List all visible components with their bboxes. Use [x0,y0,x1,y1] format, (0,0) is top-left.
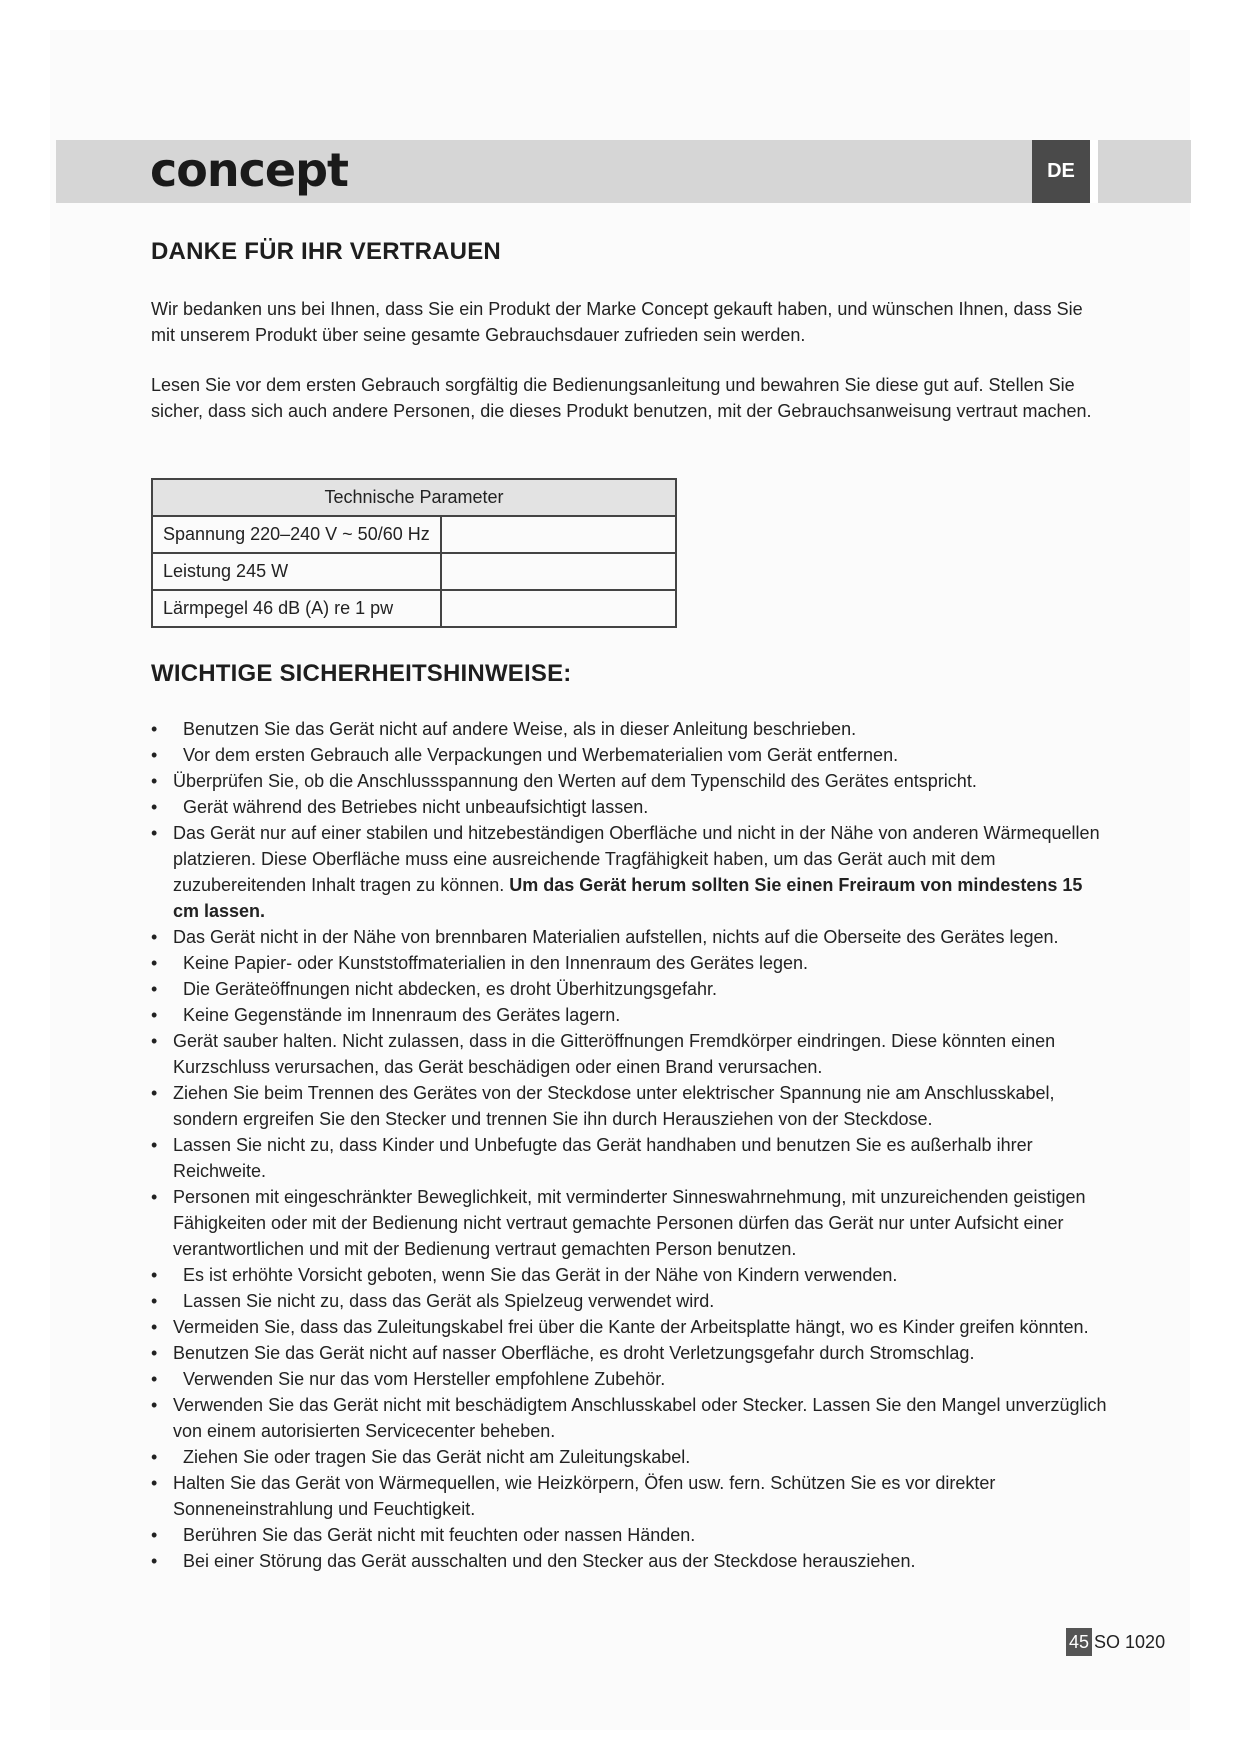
page-footer [1066,1628,1165,1656]
table-cell-value [441,516,676,553]
table-header-row [152,479,676,516]
table-cell-value [441,590,676,627]
table-cell-value [441,553,676,590]
list-item: • Vermeiden Sie, dass das Zuleitungskabel frei über die Kante der Arbeitsplatte hängt, wo es Kinder greifen könnten. [151,1314,1111,1340]
list-item: • Lassen Sie nicht zu, dass Kinder und Unbefugte das Gerät handhaben und benutzen Sie es außerhalb ihrer Reichweite. [151,1132,1111,1184]
list-item: • Das Gerät nicht in der Nähe von brennbaren Materialien aufstellen, nichts auf die Oberseite des Gerätes legen. [151,924,1111,950]
safety-instructions-list [151,716,1111,1574]
brand-logo: concept [150,143,349,197]
list-item: • Ziehen Sie beim Trennen des Gerätes von der Steckdose unter elektrischer Spannung nie am Anschlusskabel, sondern ergreifen Sie den Stecker und trennen Sie ihn durch Herausziehen von der Steckdose. [151,1080,1111,1132]
list-item: • Halten Sie das Gerät von Wärmequellen, wie Heizkörpern, Öfen usw. fern. Schützen Sie es vor direkter Sonneneinstrahlung und Feuchtigkeit. [151,1470,1111,1522]
language-badge: DE [1032,140,1090,203]
list-item: • Benutzen Sie das Gerät nicht auf andere Weise, als in dieser Anleitung beschrieben. [151,716,1111,742]
list-item: • Verwenden Sie nur das vom Hersteller empfohlene Zubehör. [151,1366,1111,1392]
header-divider [1090,140,1098,203]
list-item: • Verwenden Sie das Gerät nicht mit beschädigtem Anschlusskabel oder Stecker. Lassen Sie den Mangel unverzüglich von einem autorisierten Servicecenter beheben. [151,1392,1111,1444]
list-item: • Die Geräteöffnungen nicht abdecken, es droht Überhitzungsgefahr. [151,976,1111,1002]
list-item: • Personen mit eingeschränkter Beweglichkeit, mit verminderter Sinneswahrnehmung, mit unzureichenden geistigen Fähigkeiten oder mit der Bedienung nicht vertraut gemachte Personen dürfen das Gerät nur unter Aufsicht einer verantwortlichen und mit der Bedienung vertraut gemachten Person benutzen. [151,1184,1111,1262]
list-item-emphasis: Um das Gerät herum sollten Sie einen Freiraum von mindestens 15 cm lassen. [173,875,1083,921]
table-row [152,516,676,553]
list-item: • Berühren Sie das Gerät nicht mit feuchten oder nassen Händen. [151,1522,1111,1548]
list-item: • Benutzen Sie das Gerät nicht auf nasser Oberfläche, es droht Verletzungsgefahr durch Stromschlag. [151,1340,1111,1366]
page-number: 45 [1066,1628,1092,1656]
list-item: • Vor dem ersten Gebrauch alle Verpackungen und Werbematerialien vom Gerät entfernen. [151,742,1111,768]
list-item: • Gerät während des Betriebes nicht unbeaufsichtigt lassen. [151,794,1111,820]
list-item [151,820,1111,924]
table-row [152,553,676,590]
section-title-safety: WICHTIGE SICHERHEITSHINWEISE: [151,660,572,687]
list-item: • Lassen Sie nicht zu, dass das Gerät als Spielzeug verwendet wird. [151,1288,1111,1314]
section-title-thanks: DANKE FÜR IHR VERTRAUEN [151,238,501,265]
list-item: • Keine Gegenstände im Innenraum des Gerätes lagern. [151,1002,1111,1028]
table-header: Technische Parameter [152,479,676,516]
list-item: • Gerät sauber halten. Nicht zulassen, dass in die Gitteröffnungen Fremdkörper eindringen. Diese könnten einen Kurzschluss verursachen, das Gerät beschädigen oder einen Brand verursachen. [151,1028,1111,1080]
thanks-paragraph-2: Lesen Sie vor dem ersten Gebrauch sorgfältig die Bedienungsanleitung und bewahren Sie diese gut auf. Stellen Sie sicher, dass sich auch andere Personen, die dieses Produkt benutzen, mit der Gebrauchsanweisung vertraut machen. [151,375,1092,421]
table-row [152,590,676,627]
list-item: • Bei einer Störung das Gerät ausschalten und den Stecker aus der Steckdose herausziehen. [151,1548,1111,1574]
thanks-paragraph-1: Wir bedanken uns bei Ihnen, dass Sie ein Produkt der Marke Concept gekauft haben, und wünschen Ihnen, dass Sie mit unserem Produkt über seine gesamte Gebrauchsdauer zufrieden sein werden. [151,299,1083,345]
model-number: SO 1020 [1094,1631,1166,1652]
table-cell-voltage: Spannung 220–240 V ~ 50/60 Hz [152,516,441,553]
table-cell-power: Leistung 245 W [152,553,441,590]
list-item-text: Das Gerät nur auf einer stabilen und hitzebeständigen Oberfläche und nicht in der Nähe von anderen Wärmequellen platzieren. Diese Oberfläche muss eine ausreichende Tragfähigkeit haben, um das Gerät auch mit dem zuzubereitenden Inhalt tragen zu können. [173,823,1100,895]
list-item: • Ziehen Sie oder tragen Sie das Gerät nicht am Zuleitungskabel. [151,1444,1111,1470]
list-item: • Überprüfen Sie, ob die Anschlussspannung den Werten auf dem Typenschild des Gerätes entspricht. [151,768,1111,794]
technical-parameters-table [151,478,677,628]
list-item: • Keine Papier- oder Kunststoffmaterialien in den Innenraum des Gerätes legen. [151,950,1111,976]
table-cell-noise: Lärmpegel 46 dB (A) re 1 pw [152,590,441,627]
list-item: • Es ist erhöhte Vorsicht geboten, wenn Sie das Gerät in der Nähe von Kindern verwenden. [151,1262,1111,1288]
